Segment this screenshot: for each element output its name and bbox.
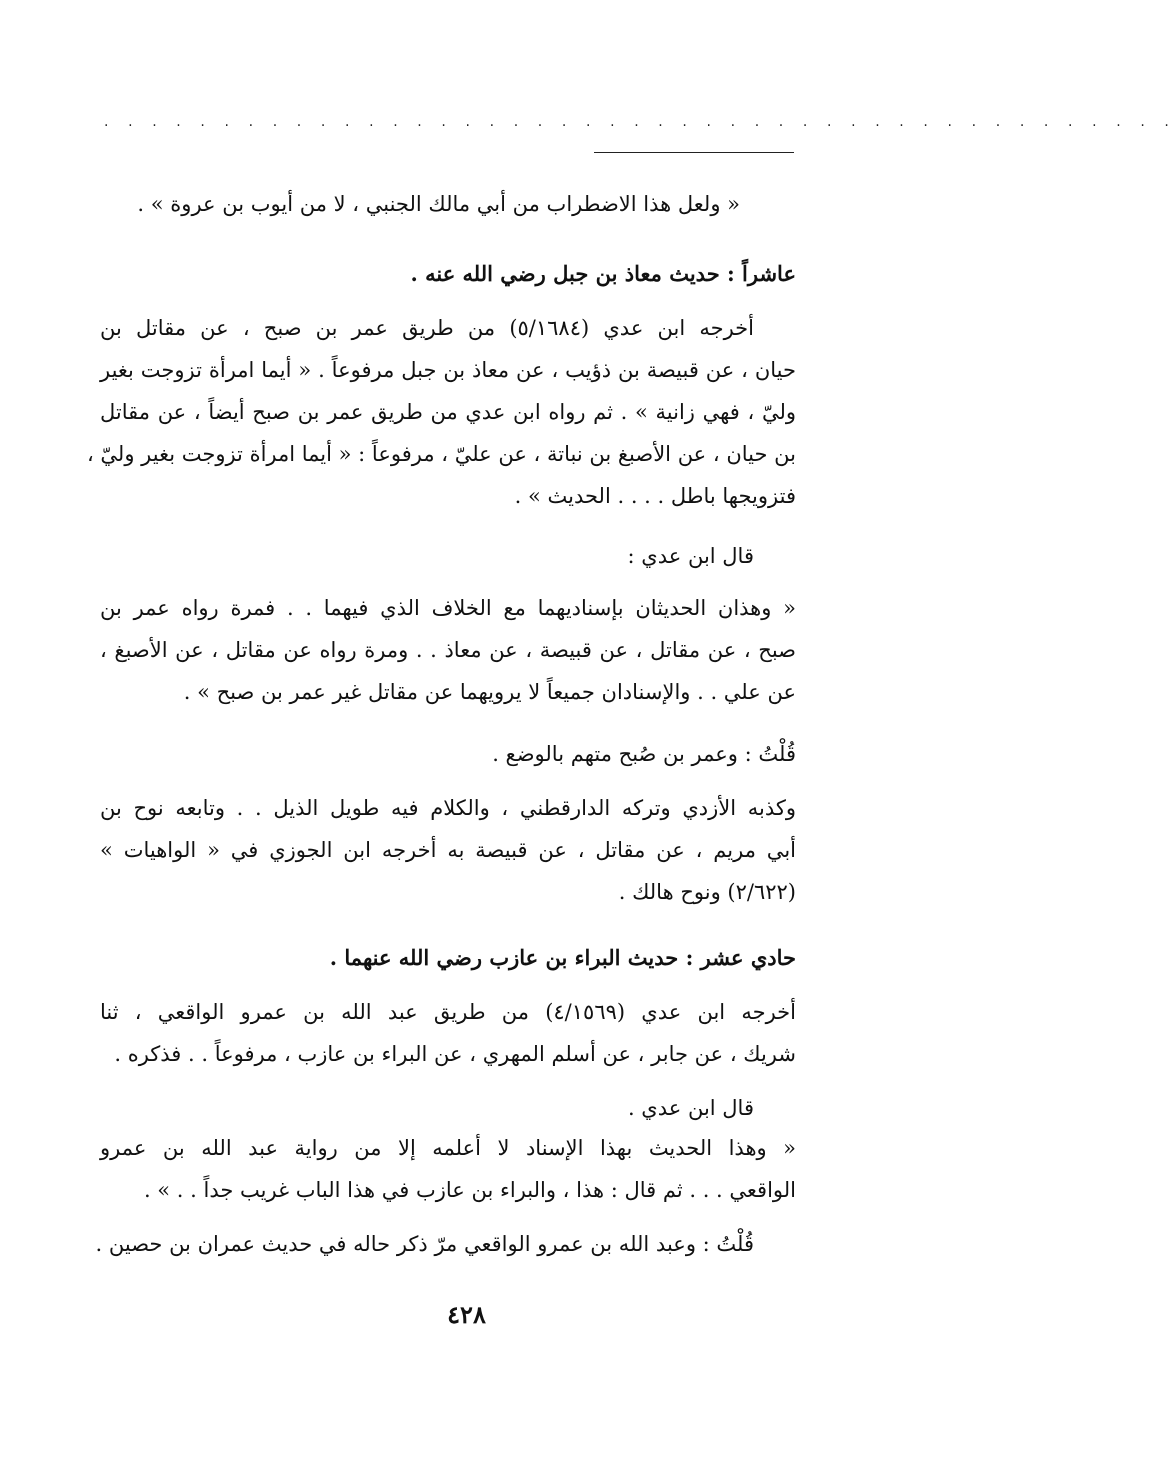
paragraph-line: بن حيان ، عن الأصبغ بن نباتة ، عن عليّ ، مرفوعاً : « أيما امرأة تزوجت بغير وليّ ، xyxy=(86,442,796,466)
paragraph-line: وليّ ، فهي زانية » . ثم رواه ابن عدي من طريق عمر بن صبح أيضاً ، عن مقاتل xyxy=(100,400,796,424)
paragraph-line: فتزويجها باطل . . . . الحديث » . xyxy=(514,484,796,508)
qultu-note: قُلْتُ : وعمر بن صُبح متهم بالوضع . xyxy=(492,742,796,766)
paragraph-line: « وهذان الحديثان بإسناديهما مع الخلاف الذي فيهما . . فمرة رواه عمر بن xyxy=(100,596,796,620)
paragraph-line: « وهذا الحديث بهذا الإسناد لا أعلمه إلا من رواية عبد الله بن عمرو xyxy=(100,1136,796,1160)
quote-intro-ibn-adi: قال ابن عدي . xyxy=(627,1096,754,1120)
footnote-dotted-separator: · · · · · · · · · · · · · · · · · · · · · · · · · · · · · · · · · · · · · · · · · · · · · xyxy=(104,118,1176,134)
qultu-note: قُلْتُ : وعبد الله بن عمرو الواقعي مرّ ذكر حاله في حديث عمران بن حصين . xyxy=(95,1232,754,1256)
paragraph-line: أبي مريم ، عن مقاتل ، عن قبيصة به أخرجه ابن الجوزي في « الواهيات » xyxy=(100,838,796,862)
section-heading-11: حادي عشر : حديث البراء بن عازب رضي الله عنهما . xyxy=(329,945,796,970)
paragraph-line: الواقعي . . . ثم قال : هذا ، والبراء بن عازب في هذا الباب غريب جداً . . » . xyxy=(143,1178,796,1202)
paragraph-line: أخرجه ابن عدي (٤/١٥٦٩) من طريق عبد الله بن عمرو الواقعي ، ثنا xyxy=(100,1000,796,1024)
page-number: ٤٢٨ xyxy=(447,1300,486,1329)
paragraph-line: عن علي . . والإسنادان جميعاً لا يرويهما عن مقاتل غير عمر بن صبح » . xyxy=(183,680,796,704)
paragraph-line: حيان ، عن قبيصة بن ذؤيب ، عن معاذ بن جبل مرفوعاً . « أيما امرأة تزوجت بغير xyxy=(100,358,796,382)
paragraph-line: أخرجه ابن عدي (٥/١٦٨٤) من طريق عمر بن صبح ، عن مقاتل بن xyxy=(100,316,754,340)
section-heading-10: عاشراً : حديث معاذ بن جبل رضي الله عنه . xyxy=(410,261,796,286)
quote-intro-ibn-adi: قال ابن عدي : xyxy=(627,544,754,568)
paragraph-line: (٢/٦٢٢) ونوح هالك . xyxy=(618,880,796,904)
paragraph-line: صبح ، عن مقاتل ، عن قبيصة ، عن معاذ . . ومرة رواه عن مقاتل ، عن الأصبغ ، xyxy=(100,638,796,662)
footnote-continuation: « ولعل هذا الاضطراب من أبي مالك الجنبي ، لا من أيوب بن عروة » . xyxy=(137,192,740,216)
footnote-rule xyxy=(594,152,794,153)
paragraph-line: وكذبه الأزدي وتركه الدارقطني ، والكلام فيه طويل الذيل . . وتابعه نوح بن xyxy=(100,796,796,820)
paragraph-line: شريك ، عن جابر ، عن أسلم المهري ، عن البراء بن عازب ، مرفوعاً . . فذكره . xyxy=(114,1042,796,1066)
